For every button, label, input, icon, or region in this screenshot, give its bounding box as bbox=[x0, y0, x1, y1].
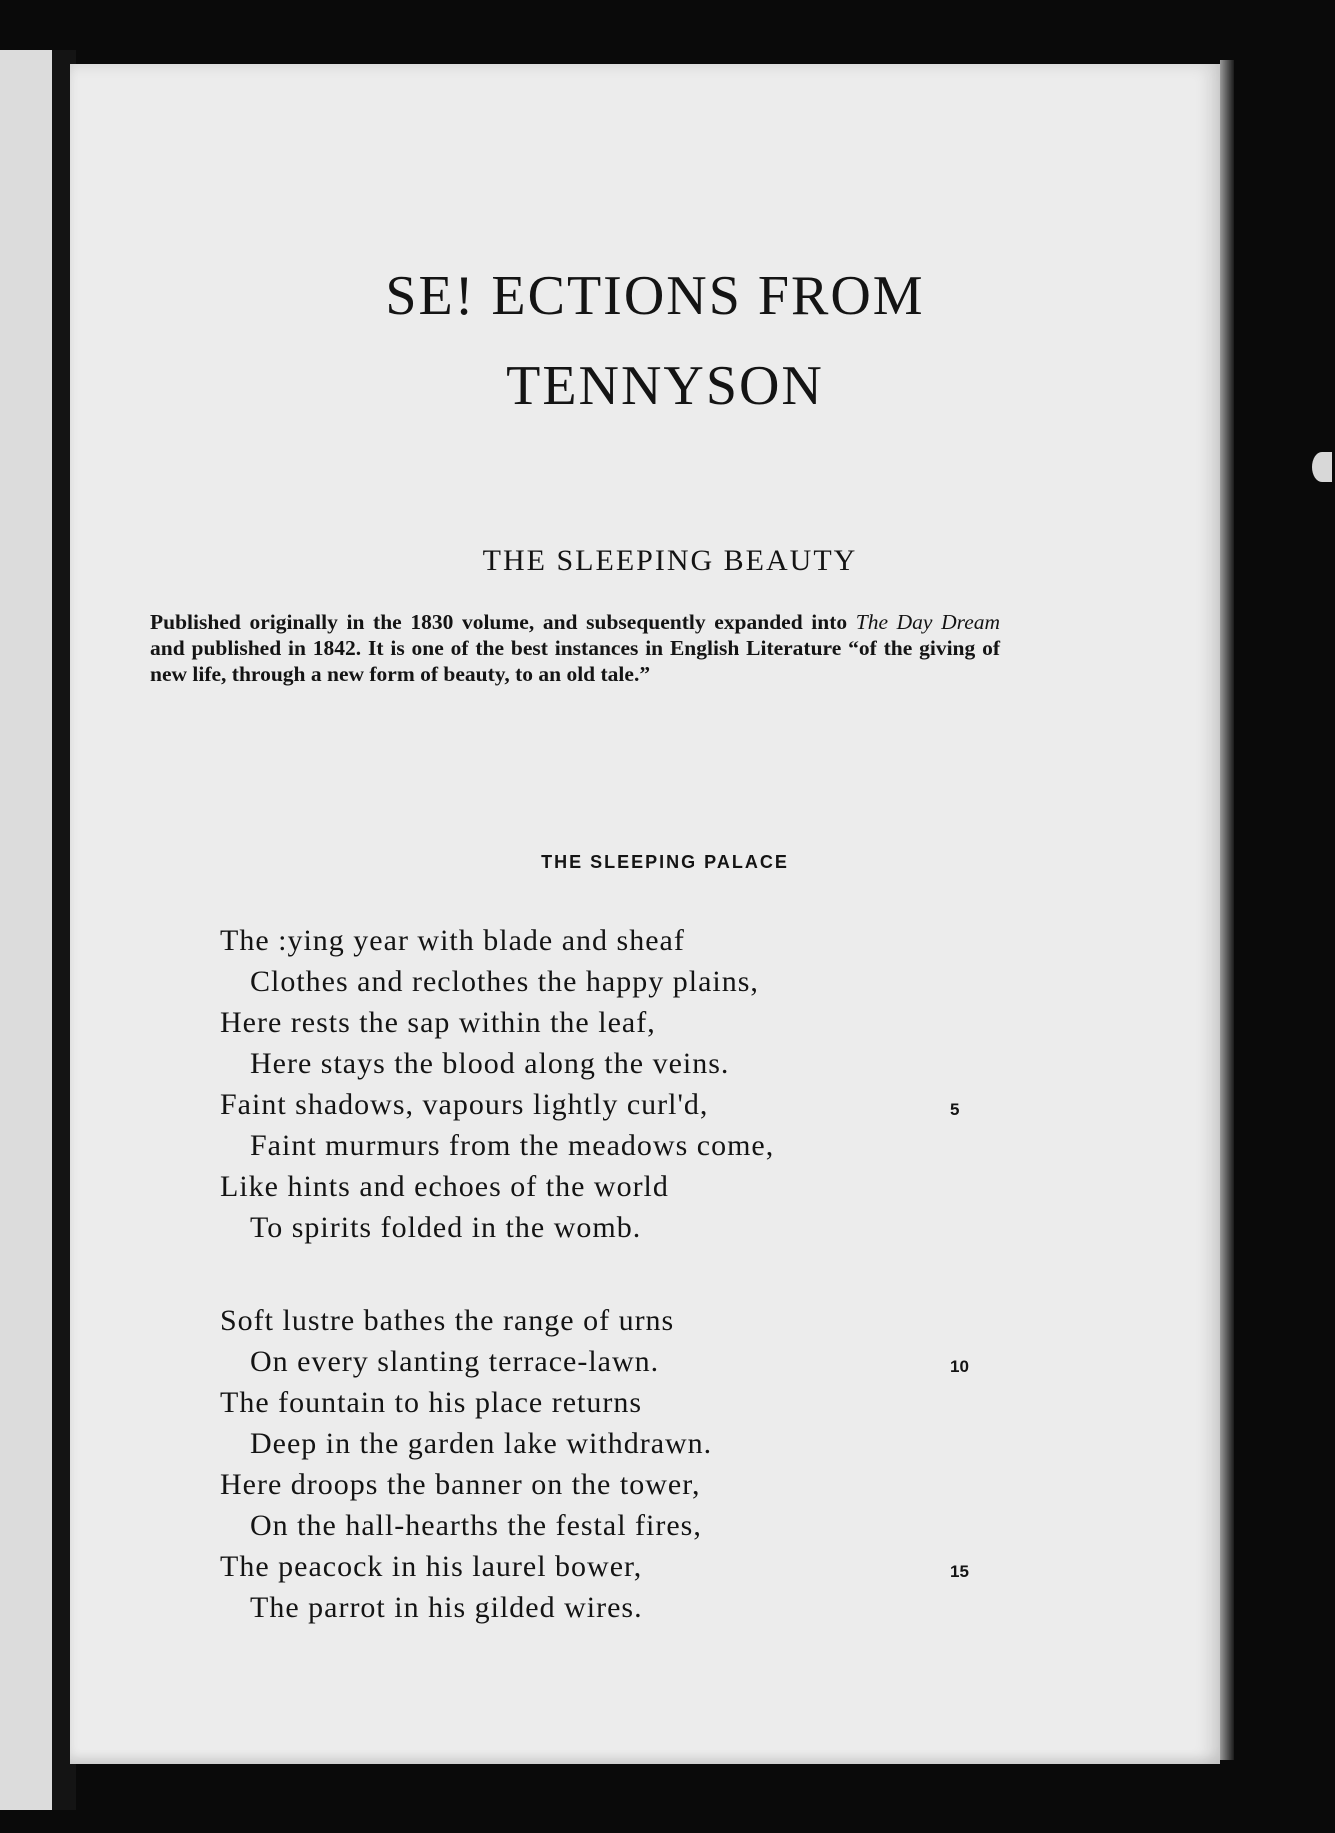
line-number: 10 bbox=[950, 1357, 969, 1376]
book-page bbox=[70, 64, 1220, 1764]
poem-line: The fountain to his place returns bbox=[220, 1386, 643, 1419]
poem-line: The parrot in his gilded wires. bbox=[250, 1591, 643, 1624]
page-right-edge bbox=[1220, 60, 1234, 1760]
section-title: THE SLEEPING PALACE bbox=[541, 852, 789, 872]
poem-line: Soft lustre bathes the range of urns bbox=[220, 1304, 675, 1337]
poem-line: The peacock in his laurel bower, bbox=[220, 1550, 643, 1583]
scan-artifact bbox=[1312, 452, 1332, 482]
poem-line: Clothes and reclothes the happy plains, bbox=[250, 965, 759, 998]
book-title-line-1: SE! ECTIONS FROM bbox=[385, 265, 925, 327]
poem-line: To spirits folded in the womb. bbox=[250, 1211, 642, 1244]
poem-line: Faint shadows, vapours lightly curl'd, bbox=[220, 1088, 709, 1121]
intro-note-text: Published originally in the 1830 volume, and subsequently expanded into bbox=[150, 610, 856, 634]
line-number: 5 bbox=[950, 1100, 960, 1119]
poem-line: On every slanting terrace-lawn. bbox=[250, 1345, 660, 1378]
poem-line: Like hints and echoes of the world bbox=[220, 1170, 669, 1203]
poem-line: Faint murmurs from the meadows come, bbox=[250, 1129, 775, 1162]
facing-page-edge bbox=[0, 50, 52, 1810]
book-title-line-2: TENNYSON bbox=[506, 355, 824, 417]
line-number: 15 bbox=[950, 1562, 969, 1581]
poem-line: Deep in the garden lake withdrawn. bbox=[250, 1427, 713, 1460]
intro-note-italic-title: The Day Dream bbox=[855, 610, 1001, 634]
poem-line: The :ying year with blade and sheaf bbox=[220, 924, 685, 957]
poem-title: THE SLEEPING BEAUTY bbox=[482, 544, 858, 577]
intro-note bbox=[150, 609, 1000, 687]
intro-note-text-continued: and published in 1842. It is one of the best instances in English Literature “of the giving of new life, through a new form of beauty, to an old tale.” bbox=[150, 636, 1000, 686]
poem-line: On the hall-hearths the festal fires, bbox=[250, 1509, 702, 1542]
poem-line: Here rests the sap within the leaf, bbox=[220, 1006, 656, 1039]
poem-line: Here droops the banner on the tower, bbox=[220, 1468, 701, 1501]
poem-line: Here stays the blood along the veins. bbox=[250, 1047, 730, 1080]
